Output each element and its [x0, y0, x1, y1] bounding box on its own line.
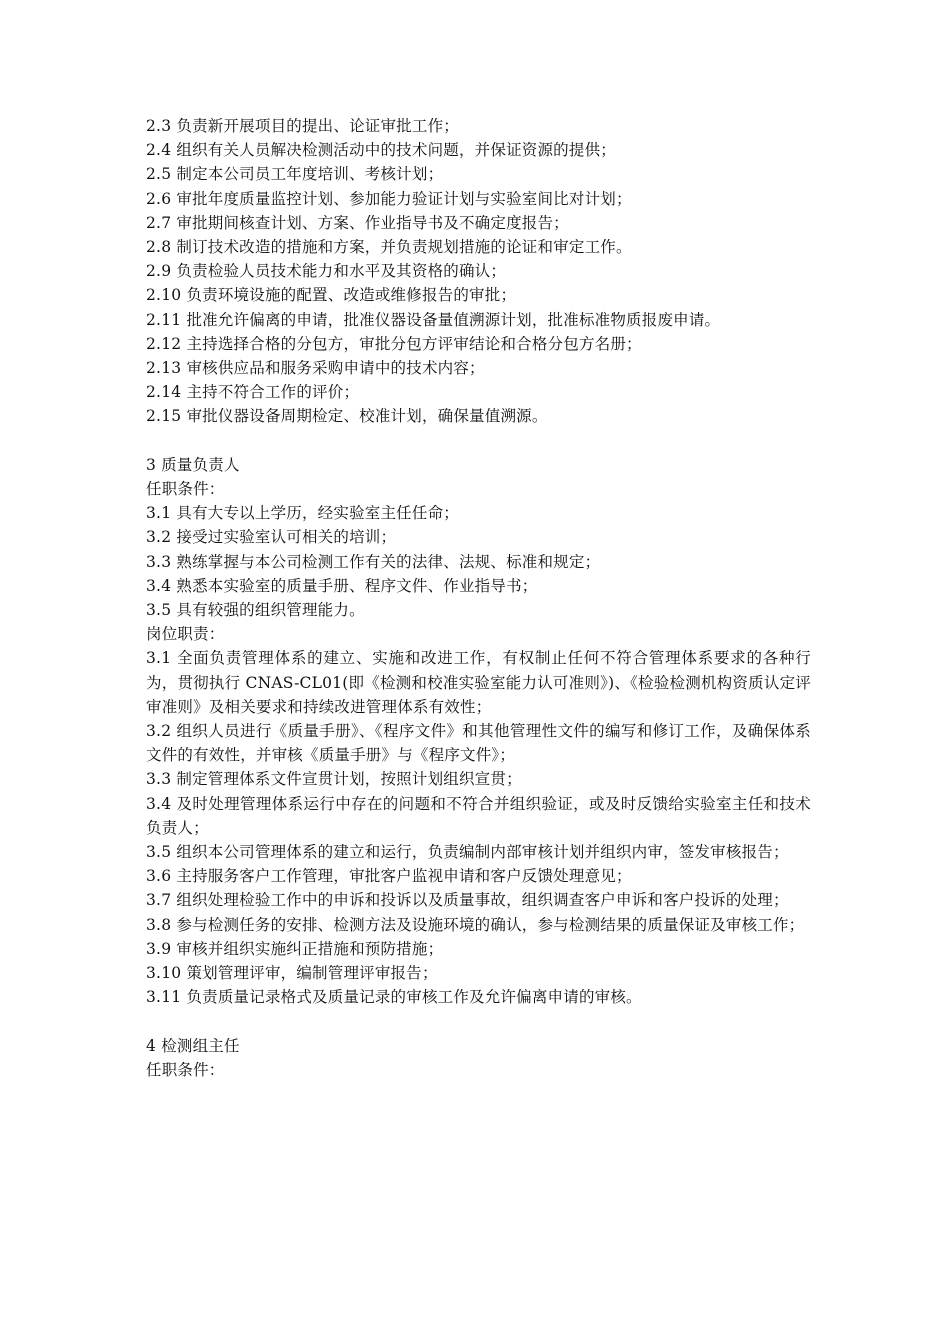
list-item: 3.2 接受过实验室认可相关的培训； [146, 528, 397, 547]
list-item: 3.2 组织人员进行《质量手册》、《程序文件》和其他管理性文件的编写和修订工作，及确保体系文件的有效性，并审核《质量手册》与《程序文件》； [146, 722, 811, 765]
list-item: 2.11 批准允许偏离的申请，批准仪器设备量值溯源计划，批准标准物质报废申请。 [146, 310, 721, 329]
conditions-label: 任职条件： [146, 480, 225, 499]
list-item: 2.12 主持选择合格的分包方，审批分包方评审结论和合格分包方名册； [146, 334, 642, 353]
list-item: 3.6 主持服务客户工作管理，审批客户监视申请和客户反馈处理意见； [146, 867, 632, 886]
document-body [146, 114, 811, 1082]
list-item: 2.6 审批年度质量监控计划、参加能力验证计划与实验室间比对计划； [146, 189, 632, 208]
list-item: 2.14 主持不符合工作的评价； [146, 383, 360, 402]
list-item: 2.5 制定本公司员工年度培训、考核计划； [146, 165, 444, 184]
list-item: 2.10 负责环境设施的配置、改造或维修报告的审批； [146, 286, 517, 305]
list-item: 2.9 负责检验人员技术能力和水平及其资格的确认； [146, 262, 507, 281]
section-heading: 4 检测组主任 [146, 1036, 240, 1055]
list-item: 3.3 熟练掌握与本公司检测工作有关的法律、法规、标准和规定； [146, 552, 601, 571]
section-2-duties-list [146, 114, 811, 429]
list-item: 3.4 及时处理管理体系运行中存在的问题和不符合并组织验证，或及时反馈给实验室主任和技术负责人； [146, 794, 811, 837]
list-item: 2.8 制订技术改造的措施和方案，并负责规划措施的论证和审定工作。 [146, 238, 632, 257]
list-item: 3.5 具有较强的组织管理能力。 [146, 601, 365, 620]
list-item: 3.11 负责质量记录格式及质量记录的审核工作及允许偏离申请的审核。 [146, 988, 642, 1007]
list-item: 3.9 审核并组织实施纠正措施和预防措施； [146, 939, 444, 958]
list-item: 3.8 参与检测任务的安排、检测方法及设施环境的确认，参与检测结果的质量保证及审核工作； [146, 915, 805, 934]
list-item: 3.5 组织本公司管理体系的建立和运行，负责编制内部审核计划并组织内审，签发审核报告； [146, 843, 789, 862]
section-3 [146, 453, 811, 1010]
section-4 [146, 1034, 811, 1082]
list-item: 3.1 具有大专以上学历，经实验室主任任命； [146, 504, 459, 523]
list-item: 2.3 负责新开展项目的提出、论证审批工作； [146, 117, 459, 135]
paragraph-spacer [146, 429, 811, 453]
list-item: 3.10 策划管理评审，编制管理评审报告； [146, 964, 438, 983]
list-item: 2.7 审批期间核查计划、方案、作业指导书及不确定度报告； [146, 213, 569, 232]
paragraph-spacer [146, 1010, 811, 1034]
list-item: 3.4 熟悉本实验室的质量手册、程序文件、作业指导书； [146, 576, 538, 595]
conditions-label: 任职条件： [146, 1060, 225, 1079]
list-item: 3.3 制定管理体系文件宣贯计划，按照计划组织宣贯； [146, 770, 522, 789]
section-heading: 3 质量负责人 [146, 455, 240, 474]
list-item: 3.7 组织处理检验工作中的申诉和投诉以及质量事故，组织调查客户申诉和客户投诉的处理； [146, 891, 789, 910]
duties-label: 岗位职责： [146, 625, 225, 644]
list-item: 2.15 审批仪器设备周期检定、校准计划，确保量值溯源。 [146, 407, 548, 426]
list-item: 3.1 全面负责管理体系的建立、实施和改进工作，有权制止任何不符合管理体系要求的各种行为，贯彻执行 CNAS-CL01(即《检测和校准实验室能力认可准则》)、《检验检测机构资质认定评审准则》及相关要求和持续改进管理体系有效性； [146, 649, 811, 716]
list-item: 2.4 组织有关人员解决检测活动中的技术问题，并保证资源的提供； [146, 141, 616, 160]
list-item: 2.13 审核供应品和服务采购申请中的技术内容； [146, 359, 485, 378]
